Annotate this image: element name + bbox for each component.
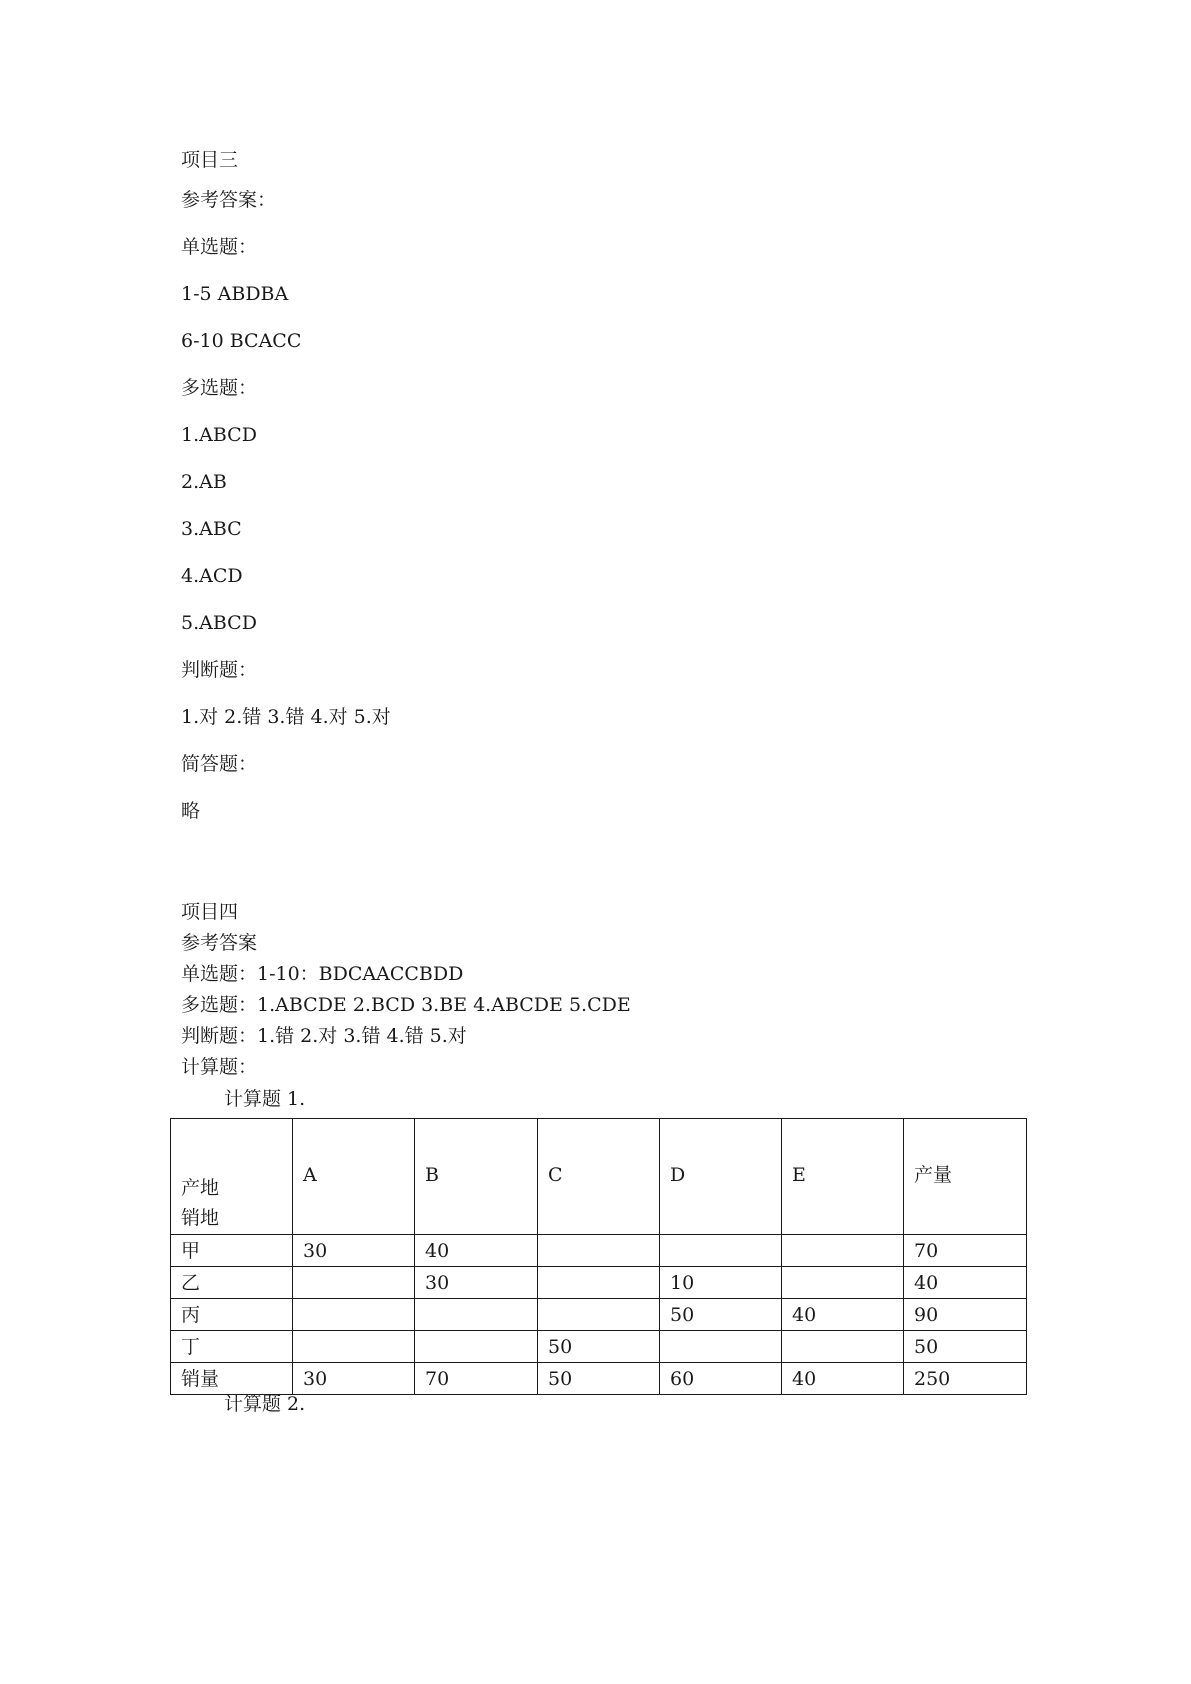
row-label: 甲 bbox=[171, 1235, 293, 1267]
table-cell: 50 bbox=[538, 1363, 660, 1395]
table-cell bbox=[293, 1267, 415, 1299]
row-label: 丁 bbox=[171, 1331, 293, 1363]
column-header-a: A bbox=[293, 1119, 415, 1235]
table-cell: 40 bbox=[415, 1235, 538, 1267]
section3-multi-answer-4: 4.ACD bbox=[181, 565, 243, 587]
section4-subtitle: 参考答案 bbox=[181, 932, 258, 954]
transport-table bbox=[170, 1118, 1027, 1395]
section3-short-heading: 简答题： bbox=[181, 753, 258, 775]
table-row bbox=[171, 1267, 1027, 1299]
section3-multi-answer-5: 5.ABCD bbox=[181, 612, 257, 634]
section3-single-answer-2: 6-10 BCACC bbox=[181, 330, 302, 352]
section3-single-answer-1: 1-5 ABDBA bbox=[181, 283, 289, 305]
table-cell: 10 bbox=[660, 1267, 782, 1299]
section4-calc-heading: 计算题： bbox=[181, 1056, 258, 1078]
section4-multi-line: 多选题：1.ABCDE 2.BCD 3.BE 4.ABCDE 5.CDE bbox=[181, 994, 631, 1016]
column-header-output: 产量 bbox=[904, 1119, 1027, 1235]
section3-subtitle: 参考答案： bbox=[181, 189, 277, 211]
table-cell bbox=[293, 1331, 415, 1363]
column-header-e: E bbox=[782, 1119, 904, 1235]
section3-title: 项目三 bbox=[181, 149, 239, 171]
table-cell bbox=[293, 1299, 415, 1331]
table-cell: 70 bbox=[415, 1363, 538, 1395]
row-label: 销量 bbox=[171, 1363, 293, 1395]
table-row bbox=[171, 1235, 1027, 1267]
table-cell: 70 bbox=[904, 1235, 1027, 1267]
corner-destination-label: 销地 bbox=[181, 1207, 220, 1229]
table-cell: 40 bbox=[782, 1363, 904, 1395]
table-cell: 30 bbox=[293, 1363, 415, 1395]
table-cell: 50 bbox=[904, 1331, 1027, 1363]
row-label: 丙 bbox=[171, 1299, 293, 1331]
table-cell bbox=[415, 1331, 538, 1363]
section3-multi-heading: 多选题： bbox=[181, 377, 258, 399]
calc1-label: 计算题 1. bbox=[224, 1088, 306, 1110]
table-cell bbox=[538, 1299, 660, 1331]
row-label: 乙 bbox=[171, 1267, 293, 1299]
table-cell bbox=[782, 1235, 904, 1267]
table-corner-cell bbox=[171, 1119, 293, 1235]
corner-origin-label: 产地 bbox=[181, 1177, 220, 1199]
section3-judge-heading: 判断题： bbox=[181, 659, 258, 681]
table-cell: 250 bbox=[904, 1363, 1027, 1395]
table-cell bbox=[538, 1267, 660, 1299]
column-header-b: B bbox=[415, 1119, 538, 1235]
table-cell: 40 bbox=[904, 1267, 1027, 1299]
table-cell: 50 bbox=[538, 1331, 660, 1363]
column-header-c: C bbox=[538, 1119, 660, 1235]
table-row bbox=[171, 1299, 1027, 1331]
table-cell: 90 bbox=[904, 1299, 1027, 1331]
table-cell bbox=[415, 1299, 538, 1331]
table-cell bbox=[782, 1331, 904, 1363]
section4-judge-line: 判断题：1.错 2.对 3.错 4.错 5.对 bbox=[181, 1025, 467, 1047]
table-total-row bbox=[171, 1363, 1027, 1395]
section4-single-line: 单选题：1-10：BDCAACCBDD bbox=[181, 963, 464, 985]
table-cell: 40 bbox=[782, 1299, 904, 1331]
table-cell: 30 bbox=[293, 1235, 415, 1267]
table-cell bbox=[538, 1235, 660, 1267]
column-header-d: D bbox=[660, 1119, 782, 1235]
section3-single-heading: 单选题： bbox=[181, 236, 258, 258]
table-cell bbox=[660, 1331, 782, 1363]
section3-judge-answers: 1.对 2.错 3.错 4.对 5.对 bbox=[181, 706, 391, 728]
calc2-label: 计算题 2. bbox=[224, 1393, 306, 1415]
section3-multi-answer-2: 2.AB bbox=[181, 471, 227, 493]
section3-multi-answer-3: 3.ABC bbox=[181, 518, 242, 540]
table-cell: 30 bbox=[415, 1267, 538, 1299]
table-header-row bbox=[171, 1119, 1027, 1235]
section3-multi-answer-1: 1.ABCD bbox=[181, 424, 257, 446]
table-cell bbox=[782, 1267, 904, 1299]
table-cell: 60 bbox=[660, 1363, 782, 1395]
section4-title: 项目四 bbox=[181, 901, 239, 923]
table-cell: 50 bbox=[660, 1299, 782, 1331]
table-row bbox=[171, 1331, 1027, 1363]
table-cell bbox=[660, 1235, 782, 1267]
section3-short-answer: 略 bbox=[181, 800, 201, 822]
